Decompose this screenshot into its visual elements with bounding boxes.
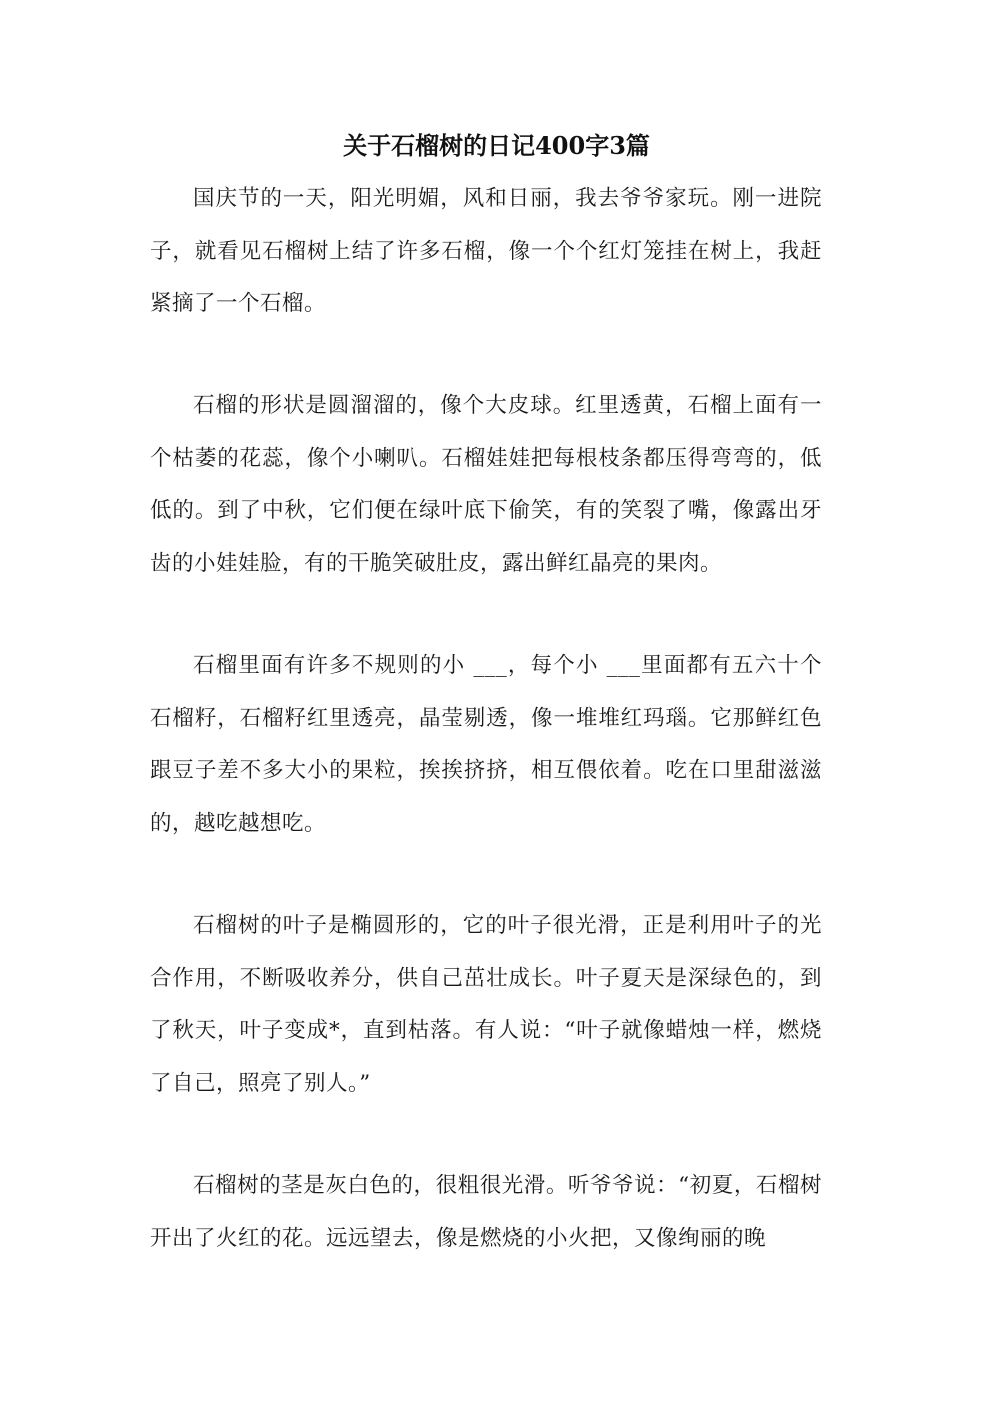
paragraph-2: 石榴的形状是圆溜溜的，像个大皮球。红里透黄，石榴上面有一个枯萎的花蕊，像个小喇叭。石榴娃娃把每根枝条都压得弯弯的，低低的。到了中秋，它们便在绿叶底下偷笑，有的笑裂了嘴，像露出牙齿的小娃娃脸，有的干脆笑破肚皮，露出鲜红晶亮的果肉。 [150,393,822,577]
paragraph-1: 国庆节的一天，阳光明媚，风和日丽，我去爷爷家玩。刚一进院子，就看见石榴树上结了许多石榴，像一个个红灯笼挂在树上，我赶紧摘了一个石榴。 [150,186,822,317]
paragraph-4: 石榴树的叶子是椭圆形的，它的叶子很光滑，正是利用叶子的光合作用，不断吸收养分，供自己茁壮成长。叶子夏天是深绿色的，到了秋天，叶子变成*，直到枯落。有人说：“叶子就像蜡烛一样，燃烧了自己，照亮了别人。” [150,913,822,1097]
paragraph-5: 石榴树的茎是灰白色的，很粗很光滑。听爷爷说：“初夏，石榴树开出了火红的花。远远望去，像是燃烧的小火把，又像绚丽的晚 [150,1173,822,1251]
paragraph-3: 石榴里面有许多不规则的小 ___，每个小 ___里面都有五六十个石榴籽，石榴籽红里透亮，晶莹剔透，像一堆堆红玛瑙。它那鲜红色跟豆子差不多大小的果粒，挨挨挤挤，相互偎依着。吃在口里甜滋滋的，越吃越想吃。 [150,653,822,837]
document-title: 关于石榴树的日记400字3篇 [343,131,650,160]
